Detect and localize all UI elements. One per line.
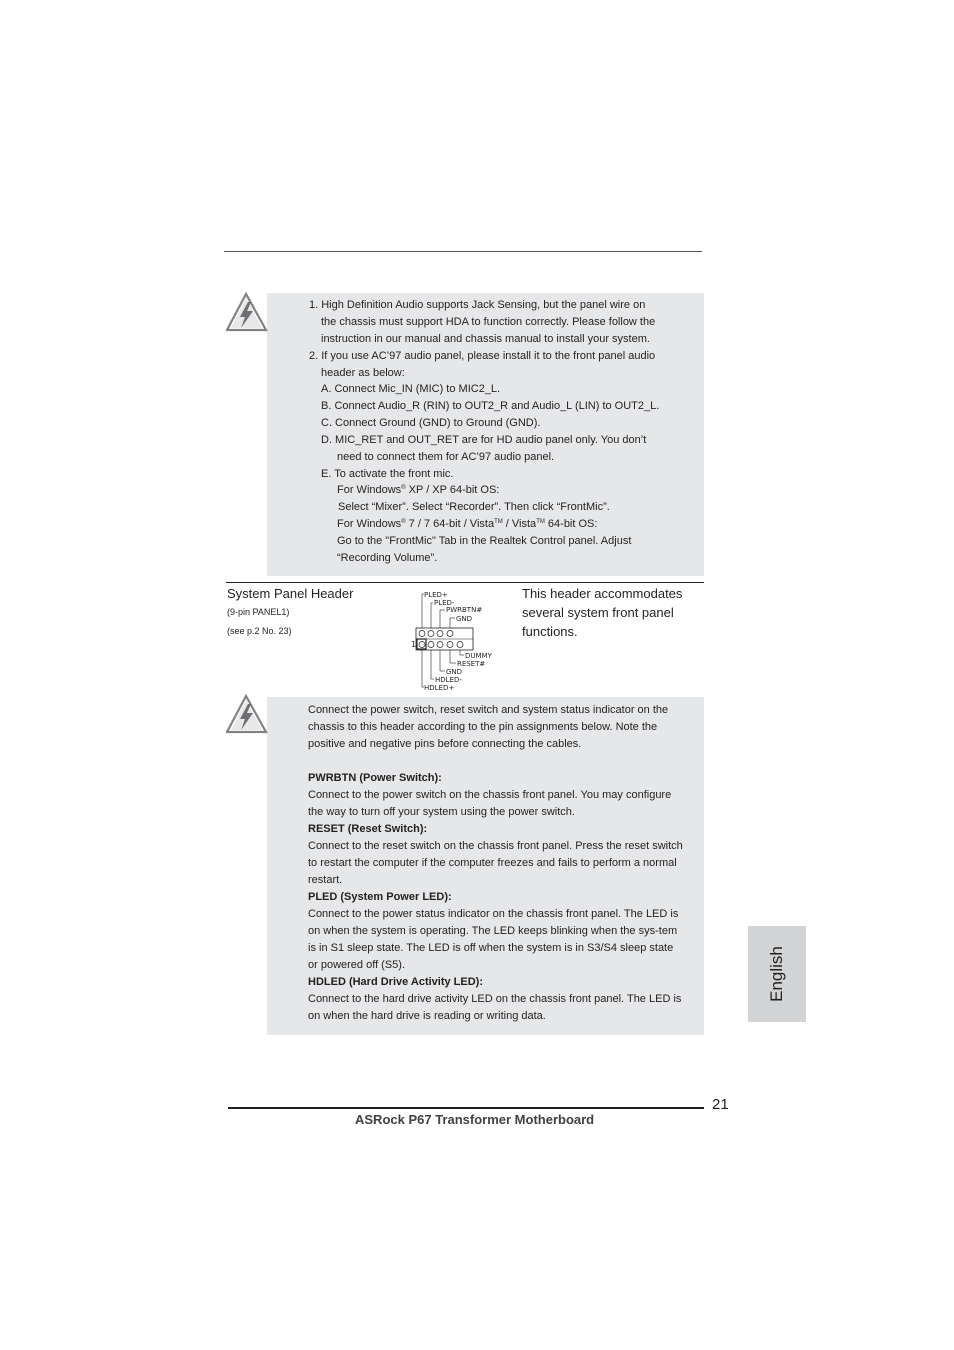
- panel-notes-content: [308, 702, 683, 1025]
- audio-step-d-line-1: D. MIC_RET and OUT_RET are for HD audio panel only. You don’t: [321, 434, 647, 446]
- pled-description: Connect to the power status indicator on the chassis front panel. The LED is on when the system is operating. The LED keeps blinking when the sys-tem is in S1 sleep state. The LED is off when the system is in S3/S4 sleep state or powered off (S5).: [308, 908, 679, 971]
- windows-xp-heading: [337, 482, 499, 499]
- windows-xp-steps: Select “Mixer”. Select “Recorder”. Then click “FrontMic”.: [338, 501, 610, 513]
- pled-heading: PLED (System Power LED):: [308, 891, 452, 903]
- reset-description: Connect to the reset switch on the chassis front panel. Press the reset switch to restart the computer if the computer freezes and fails to perform a normal restart.: [308, 840, 683, 886]
- panel-header-diagram: [408, 588, 500, 692]
- registered-mark: ®: [401, 519, 406, 525]
- windows-7-steps-line-1: Go to the "FrontMic" Tab in the Realtek Control panel. Adjust: [337, 535, 632, 547]
- trademark-mark: TM: [536, 519, 545, 525]
- pin-label-pwrbtn: PWRBTN#: [446, 606, 483, 614]
- pin-label-hdled-minus: HDLED-: [435, 676, 462, 684]
- registered-mark: ®: [401, 485, 406, 491]
- warning-icon: [226, 694, 268, 734]
- section-subtitle: (9-pin PANEL1): [227, 607, 290, 617]
- panel-intro: Connect the power switch, reset switch and system status indicator on the chassis to this header according to the pin assignments below. Note the positive and negative pins before connecting the cables.: [308, 704, 669, 750]
- warning-icon: [226, 292, 268, 332]
- trademark-mark: TM: [494, 519, 503, 525]
- windows-7-mid2: / Vista: [502, 518, 537, 530]
- audio-note-1-line-3: instruction in our manual and chassis manual to install your system.: [321, 333, 650, 345]
- pin-label-gnd-bottom: GND: [446, 668, 463, 676]
- pin-label-reset: RESET#: [457, 660, 486, 668]
- pin-label-dummy: DUMMY: [465, 652, 492, 660]
- windows-7-pre: For Windows: [337, 518, 402, 530]
- windows-xp-pre: For Windows: [337, 484, 402, 496]
- section-reference: (see p.2 No. 23): [227, 626, 292, 636]
- audio-note-1-line-1: 1. High Definition Audio supports Jack Sensing, but the panel wire on: [309, 299, 646, 311]
- section-description-line-3: functions.: [522, 624, 578, 639]
- audio-note-2-line-1: 2. If you use AC’97 audio panel, please install it to the front panel audio: [309, 350, 656, 362]
- section-rule: [226, 582, 704, 583]
- audio-note-2-line-2: header as below:: [321, 367, 405, 379]
- footer-rule: [228, 1107, 704, 1109]
- pin-label-hdled-plus: HDLED+: [424, 684, 455, 692]
- pwrbtn-heading: PWRBTN (Power Switch):: [308, 772, 442, 784]
- section-description-line-2: several system front panel: [522, 605, 674, 620]
- audio-note-1-line-2: the chassis must support HDA to function correctly. Please follow the: [321, 316, 656, 328]
- language-tab: [748, 926, 806, 1022]
- windows-7-mid: 7 / 7 64-bit / Vista: [405, 518, 495, 530]
- hdled-description: Connect to the hard drive activity LED on the chassis front panel. The LED is on when the hard drive is reading or writing data.: [308, 993, 682, 1022]
- top-rule: [224, 251, 702, 252]
- audio-step-b: B. Connect Audio_R (RIN) to OUT2_R and Audio_L (LIN) to OUT2_L.: [321, 400, 660, 412]
- audio-step-e: E. To activate the front mic.: [321, 468, 454, 480]
- windows-xp-post: XP / XP 64-bit OS:: [405, 484, 500, 496]
- section-title: System Panel Header: [227, 586, 354, 601]
- pin-one-marker: 1: [411, 640, 417, 649]
- footer-product-name: ASRock P67 Transformer Motherboard: [355, 1112, 595, 1127]
- audio-step-c: C. Connect Ground (GND) to Ground (GND).: [321, 417, 541, 429]
- reset-heading: RESET (Reset Switch):: [308, 823, 428, 835]
- windows-7-steps-line-2: “Recording Volume”.: [337, 552, 438, 564]
- audio-step-a: A. Connect Mic_IN (MIC) to MIC2_L.: [321, 383, 501, 395]
- hdled-heading: HDLED (Hard Drive Activity LED):: [308, 976, 484, 988]
- windows-7-heading: [337, 516, 597, 533]
- windows-7-post: 64-bit OS:: [544, 518, 598, 530]
- audio-step-d-line-2: need to connect them for AC’97 audio panel.: [337, 451, 555, 463]
- pin-label-gnd-top: GND: [456, 615, 473, 623]
- pin-label-pled-minus: PLED-: [434, 599, 455, 607]
- page-number: 21: [712, 1096, 729, 1113]
- pin-label-pled-plus: PLED+: [424, 591, 448, 599]
- language-tab-label: English: [767, 946, 786, 1002]
- section-description-line-1: This header accommodates: [522, 586, 683, 601]
- pwrbtn-description: Connect to the power switch on the chassis front panel. You may configure the way to turn off your system using the power switch.: [308, 789, 672, 818]
